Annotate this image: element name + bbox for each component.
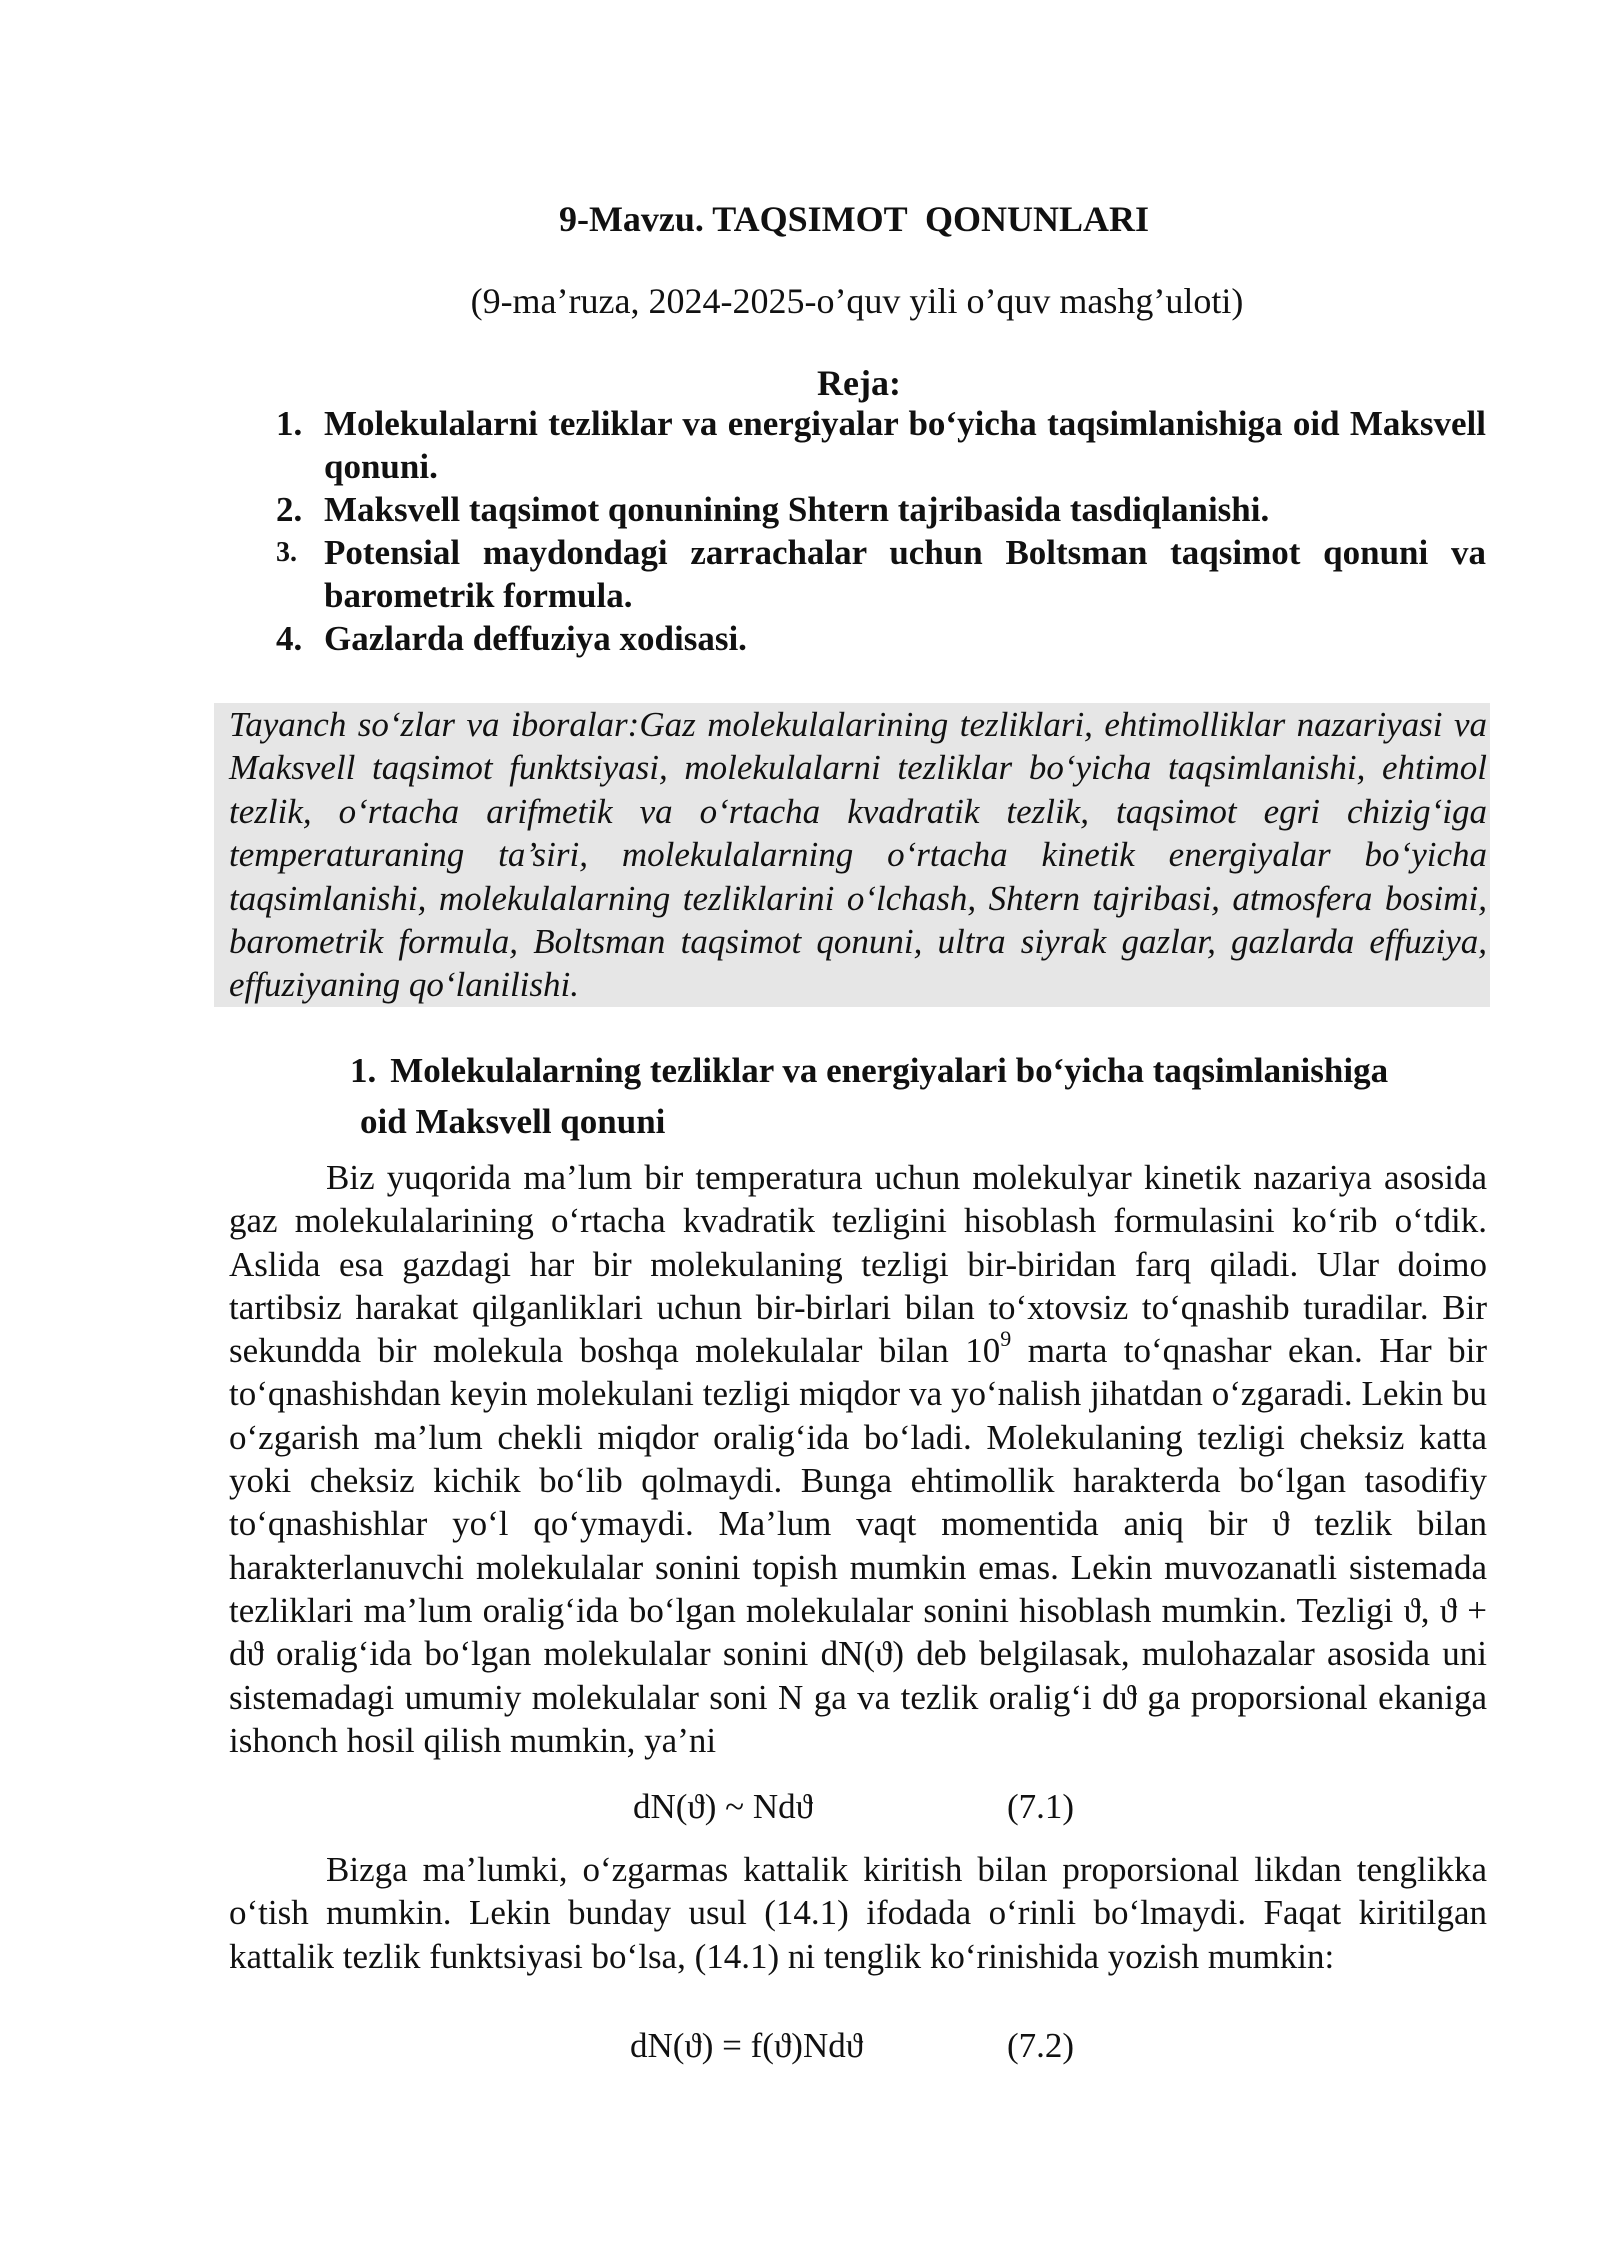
keywords-paragraph: Tayanch so‘zlar va iboralar:Gaz molekulalarining tezliklari, ehtimolliklar nazariyasi va Maksvell taqsimot funktsiyasi, molekulalarni tezliklar bo‘yicha taqsimlanishi, ehtimol tezlik, o‘rtacha arifmetik va o‘rtacha kvadratik tezlik, taqsimot egri chizig‘iga temperaturaning ta’siri, molekulalarning o‘rtacha kinetik energiyalar bo‘yicha taqsimlanishi, molekulalarning tezliklarini o‘lchash, Shtern tajribasi, atmosfera bosimi, barometrik formula, Boltsman taqsimot qonuni, ultra siyrak gazlar, gazlarda effuziya, effuziyaning qo‘lanilishi.	[229, 705, 1487, 1005]
plan-item-number: 4.	[276, 619, 303, 658]
section-title-line2: oid Maksvell qonuni	[360, 1102, 666, 1141]
body-paragraph-2	[229, 1848, 1487, 1978]
body-paragraph-1	[229, 1156, 1487, 1762]
page-title: 9-Mavzu. TAQSIMOT QONUNLARI	[558, 199, 1150, 239]
plan-item-text: Potensial maydondagi zarrachalar uchun Boltsman taqsimot qonuni va barometrik formula.	[324, 533, 1486, 615]
para1-text-b: marta to‘qnashar ekan. Har bir to‘qnashishdan keyin molekulani tezligi miqdor va yo‘nalish jihatdan o‘zgaradi. Lekin bu o‘zgarish ma’lum chekli miqdor oralig‘ida bo‘ladi. Molekulaning tezligi cheksiz katta yoki cheksiz kichik bo‘lib qolmaydi. Bunga ehtimollik harakterda bo‘lgan tasodifiy to‘qnashishlar yo‘l qo‘ymaydi. Ma’lum vaqt momentida aniq bir ϑ tezlik bilan harakterlanuvchi molekulalar sonini topish mumkin emas. Lekin muvozanatli sistemada tezliklari ma’lum oralig‘ida bo‘lgan molekulalar sonini hisoblash mumkin. Tezligi ϑ, ϑ + dϑ oralig‘ida bo‘lgan molekulalar sonini dN(ϑ) deb belgilasak, mulohazalar asosida uni sistemadagi umumiy molekulalar soni N ga va tezlik oralig‘i dϑ ga proporsional ekaniga ishonch hosil qilish mumkin, ya’ni	[229, 1331, 1488, 1760]
plan-item-number: 2.	[276, 490, 303, 529]
plan-item	[276, 617, 1486, 660]
plan-item-text: Gazlarda deffuziya xodisasi.	[324, 619, 747, 658]
section-heading	[350, 1045, 1490, 1147]
section-number: 1.	[350, 1051, 377, 1090]
lecture-subtitle: (9-ma’ruza, 2024-2025-o’quv yili o’quv mashg’uloti)	[470, 281, 1244, 321]
plan-heading: Reja:	[817, 363, 901, 403]
section-title-line1: Molekulalarning tezliklar va energiyalari bo‘yicha taqsimlanishiga	[390, 1051, 1389, 1090]
para2-text: Bizga ma’lumki, o‘zgarmas kattalik kiritish bilan proporsional likdan tenglikka o‘tish mumkin. Lekin bunday usul (14.1) ifodada o‘rinli bo‘lmaydi. Faqat kiritilgan kattalik tezlik funktsiyasi bo‘lsa, (14.1) ni tenglik ko‘rinishida yozish mumkin:	[229, 1850, 1487, 1976]
plan-item-number: 3.	[276, 537, 297, 568]
formula-7-1: dN(ϑ) ~ Ndϑ	[633, 1787, 813, 1826]
plan-item-text: Maksvell taqsimot qonunining Shtern tajribasida tasdiqlanishi.	[324, 490, 1270, 529]
formula-7-2: dN(ϑ) = f(ϑ)Ndϑ	[630, 2026, 864, 2065]
plan-item-number: 1.	[276, 404, 303, 443]
para1-superscript: 9	[1000, 1326, 1012, 1352]
formula-7-2-number: (7.2)	[1007, 2026, 1075, 2065]
plan-item	[276, 402, 1486, 488]
para1-text-a: Biz yuqorida ma’lum bir temperatura uchun molekulyar kinetik nazariya asosida gaz molekulalarining o‘rtacha kvadratik tezligini hisoblash formulasini ko‘rib o‘tdik. Aslida esa gazdagi har bir molekulaning tezligi bir-biridan farq qiladi. Ular doimo tartibsiz harakat qilganliklari uchun bir-birlari bilan to‘xtovsiz to‘qnashib turadilar. Bir sekundda bir molekula boshqa molekulalar bilan 10	[229, 1158, 1487, 1371]
plan-list	[276, 402, 1486, 660]
plan-item-text: Molekulalarni tezliklar va energiyalar bo‘yicha taqsimlanishiga oid Maksvell qonuni.	[324, 404, 1486, 486]
plan-item	[276, 531, 1486, 617]
plan-item	[276, 488, 1486, 531]
formula-7-1-number: (7.1)	[1007, 1787, 1075, 1826]
